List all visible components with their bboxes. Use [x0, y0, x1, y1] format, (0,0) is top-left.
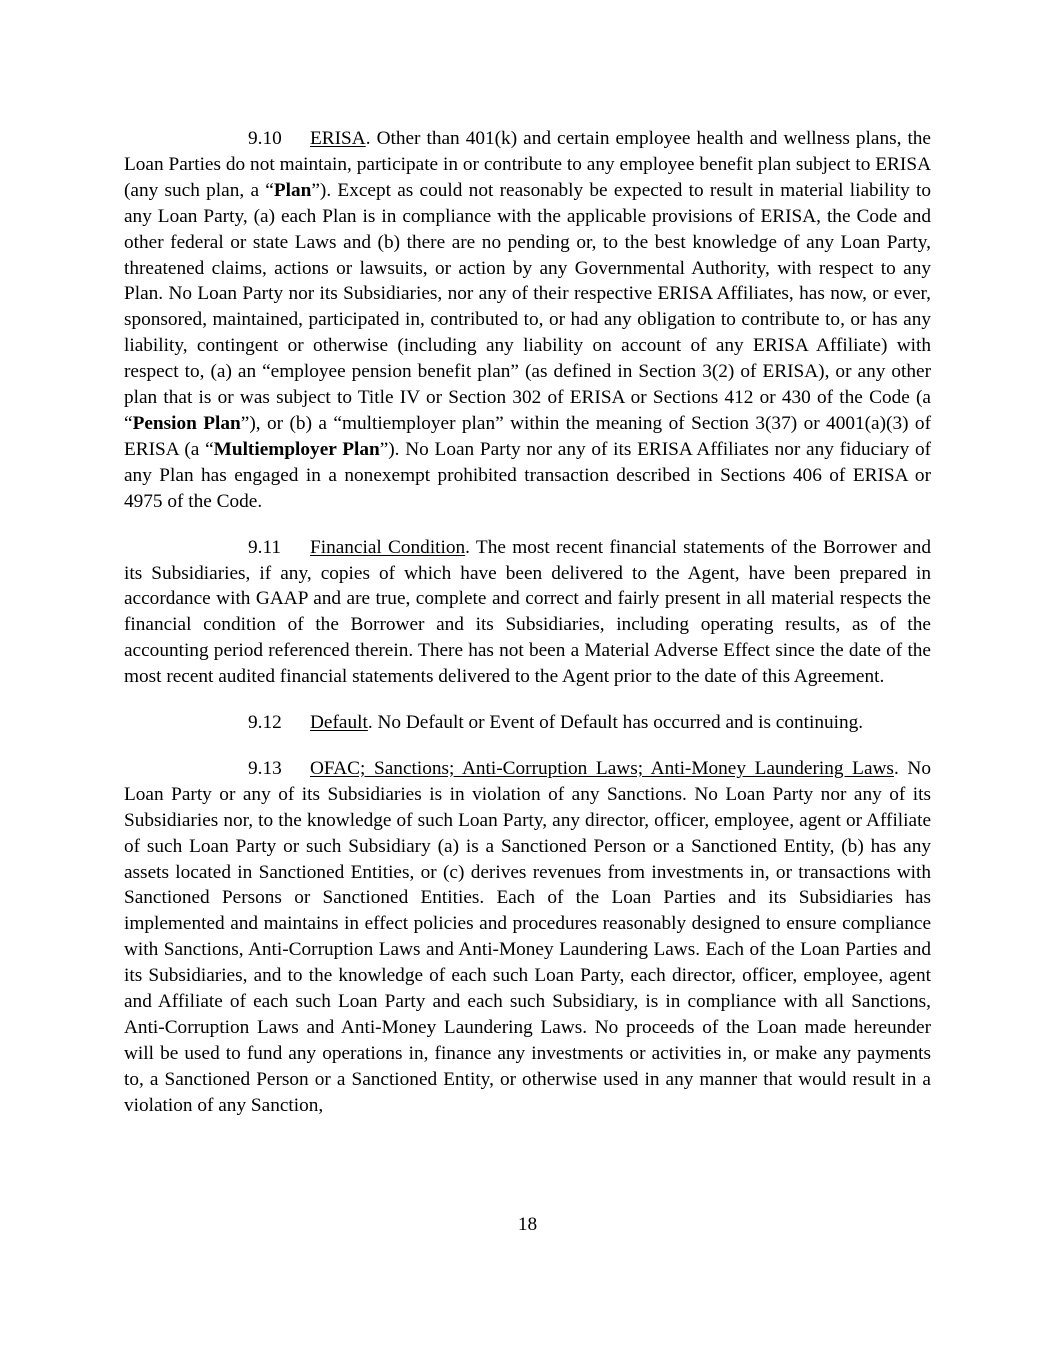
page-number: 18: [517, 1214, 538, 1235]
section-text: . Other than 401(k) and certain employee health and wellness plans, the Loan Parties do not maintain, participate in or contribute to any employee benefit plan subject to ERISA (any such plan, a “: [124, 128, 931, 201]
defined-term-multiemployer-plan: Multiemployer Plan: [213, 438, 380, 460]
section-text: . No Loan Party or any of its Subsidiaries is in violation of any Sanctions. No Loan Party nor any of its Subsidiaries nor, to the knowledge of such Loan Party, any director, officer, employee, agent or Affiliate of such Loan Party or such Subsidiary (a) is a Sanctioned Person or a Sanctioned Entity, (b) has any assets located in Sanctioned Entities, or (c) derives revenues from investments in, or transactions with Sanctioned Persons or Sanctioned Entities. Each of the Loan Parties and its Subsidiaries has implemented and maintains in effect policies and procedures reasonably designed to ensure compliance with Sanctions, Anti-Corruption Laws and Anti-Money Laundering Laws. Each of the Loan Parties and its Subsidiaries, and to the knowledge of each such Loan Party, each director, officer, employee, agent and Affiliate of each such Loan Party and each such Subsidiary, is in compliance with all Sanctions, Anti-Corruption Laws and Anti-Money Laundering Laws. No proceeds of the Loan made hereunder will be used to fund any operations in, finance any investments or activities in, or make any payments to, a Sanctioned Person or a Sanctioned Entity, or otherwise used in any manner that would result in a violation of any Sanction,: [124, 757, 931, 1116]
section-number: 9.12: [248, 712, 282, 734]
section-text: . No Default or Event of Default has occurred and is continuing.: [367, 712, 864, 734]
section-number: 9.11: [248, 536, 282, 558]
section-heading: Financial Condition: [310, 536, 466, 558]
section-text: ”). No Loan Party nor any of its ERISA Affiliates nor any fiduciary of any Plan has engaged in a nonexempt prohibited transaction described in Sections 406 of ERISA or 4975 of the Code.: [124, 438, 932, 512]
section-9-11: [124, 535, 931, 690]
section-heading: Default: [310, 712, 368, 734]
defined-term-plan: Plan: [273, 179, 312, 201]
section-heading: ERISA: [310, 128, 366, 149]
section-9-13: [124, 756, 931, 1119]
section-9-10: [124, 126, 931, 515]
document-page: [124, 126, 931, 1139]
section-text: . The most recent financial statements of the Borrower and its Subsidiaries, if any, copies of which have been delivered to the Agent, have been prepared in accordance with GAAP and are true, complete and correct and fairly present in all material respects the financial condition of the Borrower and its Subsidiaries, including operating results, as of the accounting period referenced therein. There has not been a Material Adverse Effect since the date of the most recent audited financial statements delivered to the Agent prior to the date of this Agreement.: [124, 536, 931, 688]
section-number: 9.13: [248, 757, 282, 779]
section-text: ”), or (b) a “multiemployer plan” within the meaning of Section 3(37) or 4001(a)(3) of ERISA (a “: [124, 412, 931, 460]
section-text: ”). Except as could not reasonably be expected to result in material liability to any Loan Party, (a) each Plan is in compliance with the applicable provisions of ERISA, the Code and other federal or state Laws and (b) there are no pending or, to the best knowledge of any Loan Party, threatened claims, actions or lawsuits, or action by any Governmental Authority, with respect to any Plan. No Loan Party nor its Subsidiaries, nor any of their respective ERISA Affiliates, has now, or ever, sponsored, maintained, participated in, contributed to, or had any obligation to contribute to, or has any liability, contingent or otherwise (including any liability on account of any ERISA Affiliate) with respect to, (a) an “employee pension benefit plan” (as defined in Section 3(2) of ERISA), or any other plan that is or was subject to Title IV or Section 302 of ERISA or Sections 412 or 430 of the Code (a “: [124, 179, 931, 434]
section-heading: OFAC; Sanctions; Anti-Corruption Laws; Anti-Money Laundering Laws: [310, 757, 894, 779]
defined-term-pension-plan: Pension Plan: [132, 412, 241, 434]
section-number: 9.10: [248, 128, 282, 149]
section-9-12: [124, 710, 931, 736]
